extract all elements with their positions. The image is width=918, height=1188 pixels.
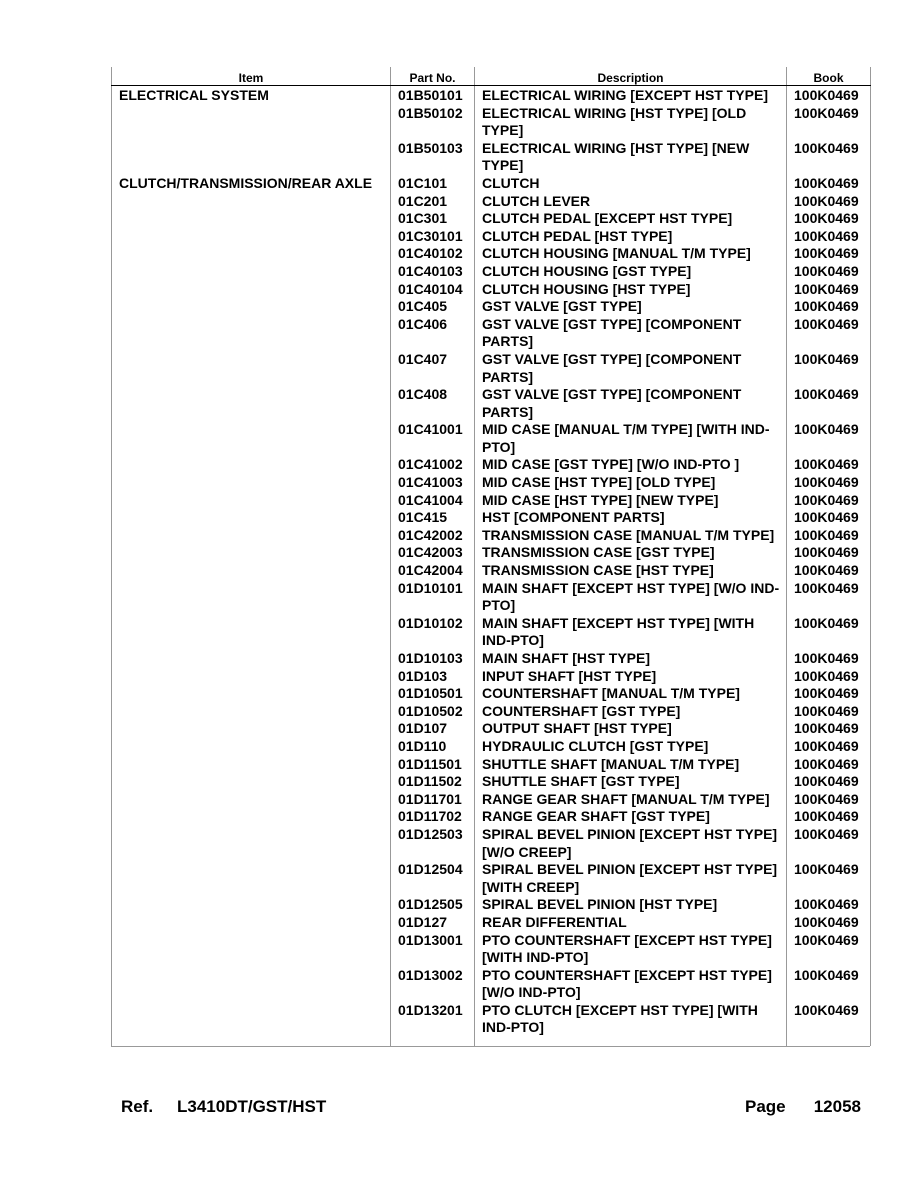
part-number-cell: 01C407 bbox=[391, 351, 475, 386]
description-cell: TRANSMISSION CASE [MANUAL T/M TYPE] bbox=[475, 527, 787, 545]
book-cell: 100K0469 bbox=[787, 298, 871, 316]
description-cell: RANGE GEAR SHAFT [MANUAL T/M TYPE] bbox=[475, 791, 787, 809]
item-cell bbox=[112, 1002, 391, 1046]
page-label: Page bbox=[745, 1097, 786, 1116]
table-row bbox=[112, 281, 871, 299]
part-number-cell: 01D12504 bbox=[391, 861, 475, 896]
book-cell: 100K0469 bbox=[787, 421, 871, 456]
description-cell: COUNTERSHAFT [GST TYPE] bbox=[475, 703, 787, 721]
book-cell: 100K0469 bbox=[787, 351, 871, 386]
part-number-cell: 01C42002 bbox=[391, 527, 475, 545]
description-cell: SPIRAL BEVEL PINION [EXCEPT HST TYPE] [WITH CREEP] bbox=[475, 861, 787, 896]
part-number-cell: 01D11502 bbox=[391, 773, 475, 791]
book-cell: 100K0469 bbox=[787, 316, 871, 351]
item-cell bbox=[112, 456, 391, 474]
table-bottom-rule bbox=[111, 1046, 870, 1047]
description-cell: MAIN SHAFT [HST TYPE] bbox=[475, 650, 787, 668]
book-cell: 100K0469 bbox=[787, 210, 871, 228]
header-part-no: Part No. bbox=[391, 67, 475, 86]
item-cell bbox=[112, 527, 391, 545]
book-cell: 100K0469 bbox=[787, 386, 871, 421]
table-row bbox=[112, 245, 871, 263]
description-cell: MID CASE [GST TYPE] [W/O IND-PTO ] bbox=[475, 456, 787, 474]
description-cell: RANGE GEAR SHAFT [GST TYPE] bbox=[475, 808, 787, 826]
book-cell: 100K0469 bbox=[787, 861, 871, 896]
page-number: 12058 bbox=[813, 1097, 861, 1116]
part-number-cell: 01D110 bbox=[391, 738, 475, 756]
item-cell bbox=[112, 826, 391, 861]
book-cell: 100K0469 bbox=[787, 914, 871, 932]
item-cell bbox=[112, 914, 391, 932]
table-row bbox=[112, 932, 871, 967]
table-row bbox=[112, 86, 871, 105]
table-row bbox=[112, 474, 871, 492]
table-row bbox=[112, 914, 871, 932]
book-cell: 100K0469 bbox=[787, 193, 871, 211]
table-row bbox=[112, 527, 871, 545]
header-book: Book bbox=[787, 67, 871, 86]
part-number-cell: 01D13001 bbox=[391, 932, 475, 967]
table-row bbox=[112, 421, 871, 456]
part-number-cell: 01D11501 bbox=[391, 756, 475, 774]
book-cell: 100K0469 bbox=[787, 756, 871, 774]
description-cell: CLUTCH HOUSING [GST TYPE] bbox=[475, 263, 787, 281]
book-cell: 100K0469 bbox=[787, 967, 871, 1002]
description-cell: ELECTRICAL WIRING [EXCEPT HST TYPE] bbox=[475, 86, 787, 105]
book-cell: 100K0469 bbox=[787, 580, 871, 615]
parts-table bbox=[111, 67, 871, 1046]
item-cell bbox=[112, 932, 391, 967]
table-row bbox=[112, 826, 871, 861]
page-footer bbox=[121, 1097, 861, 1119]
book-cell: 100K0469 bbox=[787, 527, 871, 545]
table-row bbox=[112, 967, 871, 1002]
part-number-cell: 01D107 bbox=[391, 720, 475, 738]
table-row bbox=[112, 896, 871, 914]
description-cell: MAIN SHAFT [EXCEPT HST TYPE] [W/O IND-PTO] bbox=[475, 580, 787, 615]
description-cell: MID CASE [MANUAL T/M TYPE] [WITH IND-PTO] bbox=[475, 421, 787, 456]
part-number-cell: 01C41004 bbox=[391, 492, 475, 510]
table-row bbox=[112, 105, 871, 140]
part-number-cell: 01D127 bbox=[391, 914, 475, 932]
item-cell bbox=[112, 615, 391, 650]
table-row bbox=[112, 544, 871, 562]
table-row bbox=[112, 703, 871, 721]
table-row bbox=[112, 263, 871, 281]
table-row bbox=[112, 509, 871, 527]
part-number-cell: 01D10102 bbox=[391, 615, 475, 650]
item-cell bbox=[112, 562, 391, 580]
description-cell: SPIRAL BEVEL PINION [HST TYPE] bbox=[475, 896, 787, 914]
item-cell bbox=[112, 421, 391, 456]
description-cell: HST [COMPONENT PARTS] bbox=[475, 509, 787, 527]
part-number-cell: 01C201 bbox=[391, 193, 475, 211]
item-cell bbox=[112, 263, 391, 281]
part-number-cell: 01C30101 bbox=[391, 228, 475, 246]
part-number-cell: 01D10502 bbox=[391, 703, 475, 721]
part-number-cell: 01D10101 bbox=[391, 580, 475, 615]
book-cell: 100K0469 bbox=[787, 281, 871, 299]
description-cell: CLUTCH HOUSING [HST TYPE] bbox=[475, 281, 787, 299]
book-cell: 100K0469 bbox=[787, 228, 871, 246]
table-row bbox=[112, 720, 871, 738]
item-cell bbox=[112, 967, 391, 1002]
description-cell: CLUTCH HOUSING [MANUAL T/M TYPE] bbox=[475, 245, 787, 263]
book-cell: 100K0469 bbox=[787, 263, 871, 281]
description-cell: GST VALVE [GST TYPE] [COMPONENT PARTS] bbox=[475, 316, 787, 351]
part-number-cell: 01B50101 bbox=[391, 86, 475, 105]
book-cell: 100K0469 bbox=[787, 720, 871, 738]
item-cell bbox=[112, 316, 391, 351]
description-cell: MID CASE [HST TYPE] [OLD TYPE] bbox=[475, 474, 787, 492]
item-cell bbox=[112, 386, 391, 421]
description-cell: SPIRAL BEVEL PINION [EXCEPT HST TYPE] [W/O CREEP] bbox=[475, 826, 787, 861]
header-description: Description bbox=[475, 67, 787, 86]
item-cell bbox=[112, 298, 391, 316]
description-cell: PTO CLUTCH [EXCEPT HST TYPE] [WITH IND-PTO] bbox=[475, 1002, 787, 1046]
book-cell: 100K0469 bbox=[787, 808, 871, 826]
part-number-cell: 01D11701 bbox=[391, 791, 475, 809]
item-cell bbox=[112, 281, 391, 299]
table-row bbox=[112, 175, 871, 193]
item-cell bbox=[112, 773, 391, 791]
part-number-cell: 01B50102 bbox=[391, 105, 475, 140]
book-cell: 100K0469 bbox=[787, 544, 871, 562]
table-row bbox=[112, 615, 871, 650]
item-cell bbox=[112, 756, 391, 774]
part-number-cell: 01C41001 bbox=[391, 421, 475, 456]
part-number-cell: 01C408 bbox=[391, 386, 475, 421]
item-cell bbox=[112, 808, 391, 826]
book-cell: 100K0469 bbox=[787, 773, 871, 791]
book-cell: 100K0469 bbox=[787, 105, 871, 140]
description-cell: OUTPUT SHAFT [HST TYPE] bbox=[475, 720, 787, 738]
book-cell: 100K0469 bbox=[787, 140, 871, 175]
item-cell bbox=[112, 474, 391, 492]
description-cell: CLUTCH PEDAL [EXCEPT HST TYPE] bbox=[475, 210, 787, 228]
book-cell: 100K0469 bbox=[787, 1002, 871, 1046]
table-row bbox=[112, 668, 871, 686]
table-body bbox=[112, 86, 871, 1047]
part-number-cell: 01D12503 bbox=[391, 826, 475, 861]
book-cell: 100K0469 bbox=[787, 175, 871, 193]
description-cell: PTO COUNTERSHAFT [EXCEPT HST TYPE] [W/O IND-PTO] bbox=[475, 967, 787, 1002]
description-cell: MAIN SHAFT [EXCEPT HST TYPE] [WITH IND-PTO] bbox=[475, 615, 787, 650]
part-number-cell: 01D103 bbox=[391, 668, 475, 686]
book-cell: 100K0469 bbox=[787, 86, 871, 105]
table-row bbox=[112, 193, 871, 211]
part-number-cell: 01C405 bbox=[391, 298, 475, 316]
table-row bbox=[112, 562, 871, 580]
part-number-cell: 01D13201 bbox=[391, 1002, 475, 1046]
ref-label: Ref. bbox=[121, 1097, 154, 1116]
table-row bbox=[112, 298, 871, 316]
table-row bbox=[112, 351, 871, 386]
item-cell bbox=[112, 791, 391, 809]
book-cell: 100K0469 bbox=[787, 791, 871, 809]
table-row bbox=[112, 808, 871, 826]
item-cell bbox=[112, 720, 391, 738]
part-number-cell: 01D10103 bbox=[391, 650, 475, 668]
description-cell: GST VALVE [GST TYPE] [COMPONENT PARTS] bbox=[475, 386, 787, 421]
table-row bbox=[112, 140, 871, 175]
table-row bbox=[112, 685, 871, 703]
description-cell: ELECTRICAL WIRING [HST TYPE] [OLD TYPE] bbox=[475, 105, 787, 140]
table-row bbox=[112, 773, 871, 791]
book-cell: 100K0469 bbox=[787, 668, 871, 686]
description-cell: HYDRAULIC CLUTCH [GST TYPE] bbox=[475, 738, 787, 756]
item-cell bbox=[112, 105, 391, 140]
description-cell: REAR DIFFERENTIAL bbox=[475, 914, 787, 932]
item-cell bbox=[112, 685, 391, 703]
book-cell: 100K0469 bbox=[787, 474, 871, 492]
part-number-cell: 01C41003 bbox=[391, 474, 475, 492]
description-cell: PTO COUNTERSHAFT [EXCEPT HST TYPE] [WITH IND-PTO] bbox=[475, 932, 787, 967]
table-row bbox=[112, 1002, 871, 1046]
table-header-row bbox=[112, 67, 871, 86]
book-cell: 100K0469 bbox=[787, 703, 871, 721]
item-cell bbox=[112, 650, 391, 668]
book-cell: 100K0469 bbox=[787, 615, 871, 650]
description-cell: INPUT SHAFT [HST TYPE] bbox=[475, 668, 787, 686]
part-number-cell: 01D12505 bbox=[391, 896, 475, 914]
item-cell bbox=[112, 193, 391, 211]
table-row bbox=[112, 492, 871, 510]
part-number-cell: 01C415 bbox=[391, 509, 475, 527]
part-number-cell: 01D10501 bbox=[391, 685, 475, 703]
description-cell: SHUTTLE SHAFT [MANUAL T/M TYPE] bbox=[475, 756, 787, 774]
part-number-cell: 01C40104 bbox=[391, 281, 475, 299]
book-cell: 100K0469 bbox=[787, 896, 871, 914]
item-cell bbox=[112, 509, 391, 527]
description-cell: CLUTCH PEDAL [HST TYPE] bbox=[475, 228, 787, 246]
book-cell: 100K0469 bbox=[787, 685, 871, 703]
parts-list bbox=[111, 67, 871, 1047]
item-cell: ELECTRICAL SYSTEM bbox=[112, 86, 391, 105]
table-row bbox=[112, 456, 871, 474]
table-row bbox=[112, 738, 871, 756]
part-number-cell: 01C41002 bbox=[391, 456, 475, 474]
item-cell bbox=[112, 703, 391, 721]
item-cell: CLUTCH/TRANSMISSION/REAR AXLE bbox=[112, 175, 391, 193]
book-cell: 100K0469 bbox=[787, 456, 871, 474]
book-cell: 100K0469 bbox=[787, 650, 871, 668]
description-cell: TRANSMISSION CASE [HST TYPE] bbox=[475, 562, 787, 580]
part-number-cell: 01C42003 bbox=[391, 544, 475, 562]
item-cell bbox=[112, 668, 391, 686]
description-cell: CLUTCH LEVER bbox=[475, 193, 787, 211]
item-cell bbox=[112, 861, 391, 896]
item-cell bbox=[112, 896, 391, 914]
part-number-cell: 01D13002 bbox=[391, 967, 475, 1002]
description-cell: COUNTERSHAFT [MANUAL T/M TYPE] bbox=[475, 685, 787, 703]
part-number-cell: 01C301 bbox=[391, 210, 475, 228]
book-cell: 100K0469 bbox=[787, 738, 871, 756]
description-cell: SHUTTLE SHAFT [GST TYPE] bbox=[475, 773, 787, 791]
part-number-cell: 01C42004 bbox=[391, 562, 475, 580]
item-cell bbox=[112, 544, 391, 562]
part-number-cell: 01C406 bbox=[391, 316, 475, 351]
description-cell: TRANSMISSION CASE [GST TYPE] bbox=[475, 544, 787, 562]
model-code: L3410DT/GST/HST bbox=[177, 1097, 327, 1116]
book-cell: 100K0469 bbox=[787, 826, 871, 861]
description-cell: GST VALVE [GST TYPE] bbox=[475, 298, 787, 316]
item-cell bbox=[112, 140, 391, 175]
table-row bbox=[112, 650, 871, 668]
item-cell bbox=[112, 738, 391, 756]
item-cell bbox=[112, 228, 391, 246]
description-cell: MID CASE [HST TYPE] [NEW TYPE] bbox=[475, 492, 787, 510]
table-row bbox=[112, 791, 871, 809]
part-number-cell: 01C40103 bbox=[391, 263, 475, 281]
item-cell bbox=[112, 492, 391, 510]
book-cell: 100K0469 bbox=[787, 245, 871, 263]
book-cell: 100K0469 bbox=[787, 932, 871, 967]
book-cell: 100K0469 bbox=[787, 509, 871, 527]
table-row bbox=[112, 228, 871, 246]
part-number-cell: 01D11702 bbox=[391, 808, 475, 826]
item-cell bbox=[112, 351, 391, 386]
table-row bbox=[112, 580, 871, 615]
table-row bbox=[112, 210, 871, 228]
description-cell: ELECTRICAL WIRING [HST TYPE] [NEW TYPE] bbox=[475, 140, 787, 175]
book-cell: 100K0469 bbox=[787, 492, 871, 510]
table-row bbox=[112, 861, 871, 896]
table-row bbox=[112, 756, 871, 774]
table-row bbox=[112, 316, 871, 351]
description-cell: GST VALVE [GST TYPE] [COMPONENT PARTS] bbox=[475, 351, 787, 386]
table-row bbox=[112, 386, 871, 421]
description-cell: CLUTCH bbox=[475, 175, 787, 193]
item-cell bbox=[112, 245, 391, 263]
part-number-cell: 01C40102 bbox=[391, 245, 475, 263]
book-cell: 100K0469 bbox=[787, 562, 871, 580]
part-number-cell: 01B50103 bbox=[391, 140, 475, 175]
item-cell bbox=[112, 580, 391, 615]
part-number-cell: 01C101 bbox=[391, 175, 475, 193]
item-cell bbox=[112, 210, 391, 228]
header-item: Item bbox=[112, 67, 391, 86]
